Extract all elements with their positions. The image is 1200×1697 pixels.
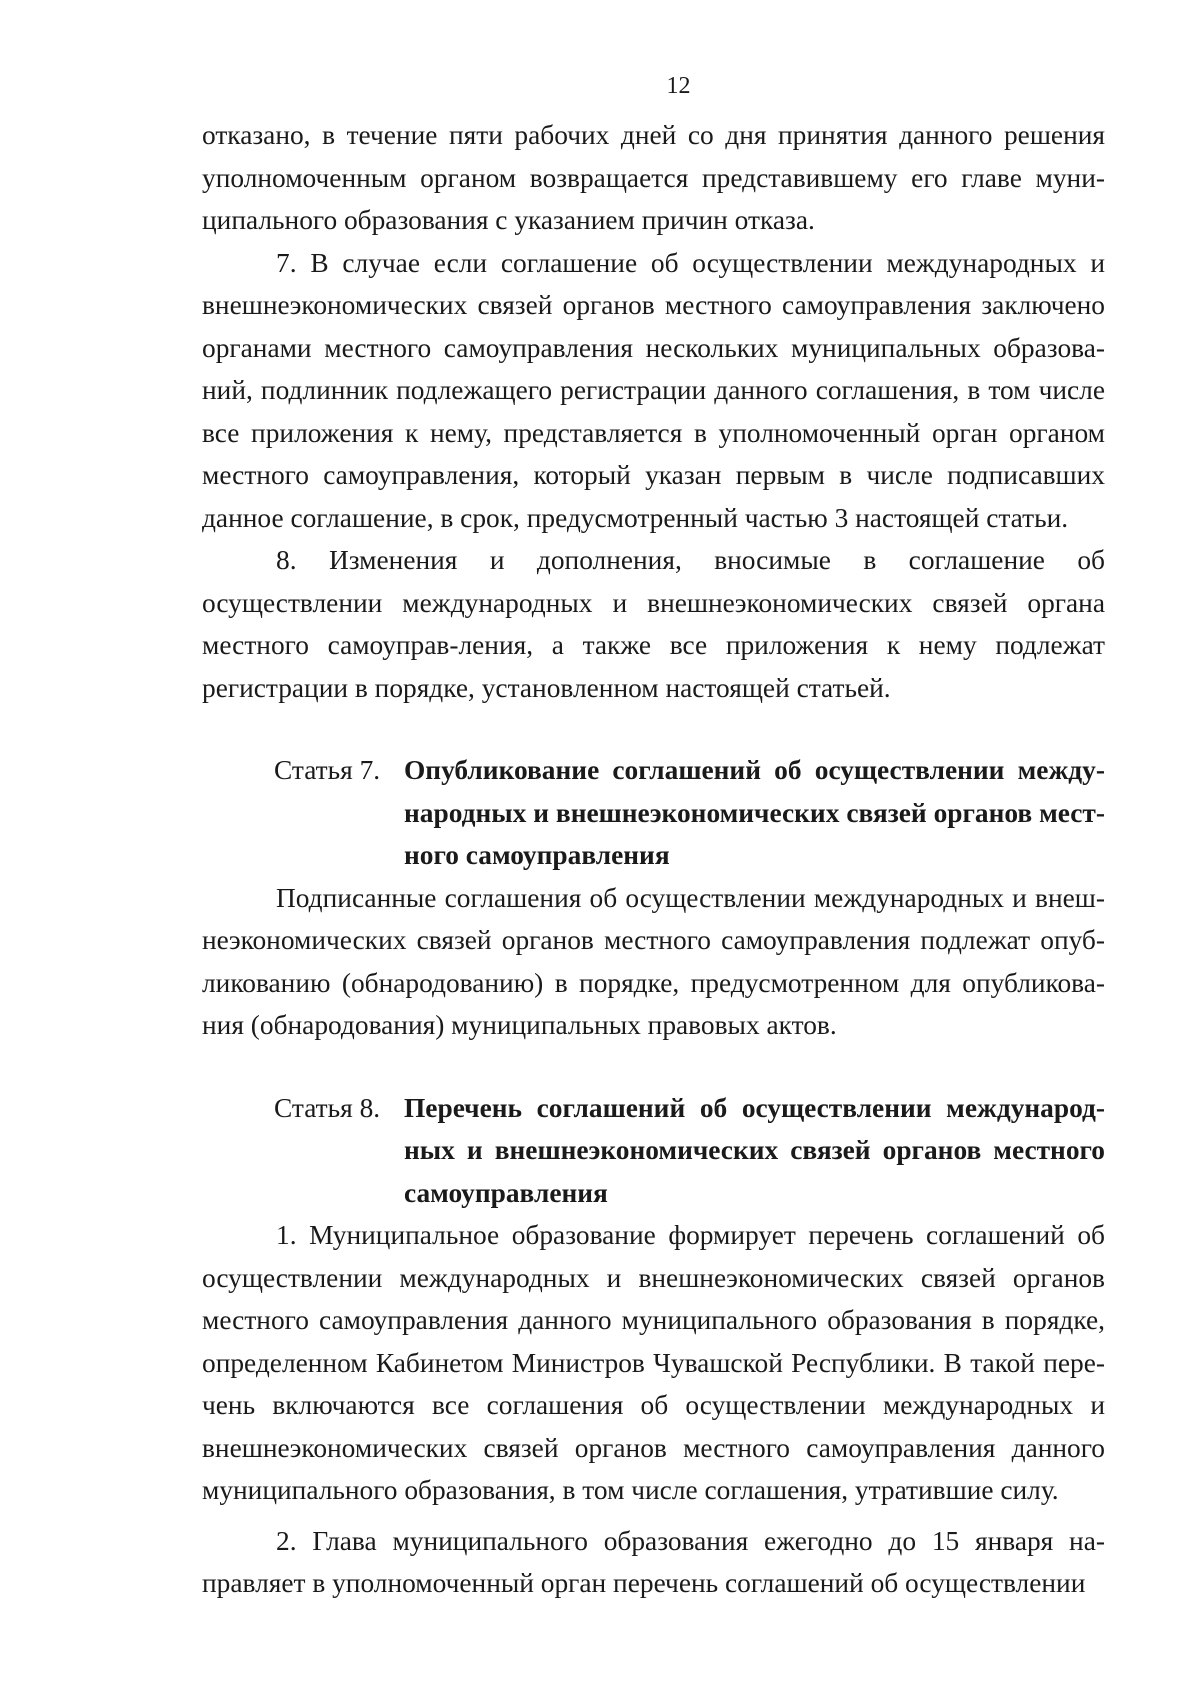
article-7-title: Опубликование соглашений об осуществлении между-народных и внешнеэкономических связей органов мест-ного самоуправления: [404, 755, 1105, 870]
paragraph-item-7: 7. В случае если соглашение об осуществлении международных и внешнеэкономических связей органов местного самоуправления заключено органами местного самоуправления нескольких муниципальных образова-ний, подлинник подлежащего регистрации данного соглашения, в том числе все приложения к нему, представляется в уполномоченный орган органом местного самоуправления, который указан первым в числе подписавших данное соглашение, в срок, предусмотренный частью 3 настоящей статьи.: [202, 247, 1105, 533]
paragraph-continuation: отказано, в течение пяти рабочих дней со дня принятия данного решения уполномоченным органом возвращается представившему его главе муни-ципального образования с указанием причин отказа.: [202, 120, 1105, 235]
article-8-label: Статья 8.: [274, 1092, 381, 1123]
article-7-label: Статья 7.: [274, 755, 381, 785]
page-number: 12: [666, 73, 691, 99]
article-8-paragraph-1: 1. Муниципальное образование формирует перечень соглашений об осуществлении международных и внешнеэкономических связей органов местного самоуправления данного муниципального образования в порядке, определенном Кабинетом Министров Чувашской Республики. В такой пере-чень включаются все соглашения об осуществлении международных и внешнеэкономических связей органов местного самоуправления данного муниципального образования, в том числе соглашения, утратившие силу.: [202, 1220, 1105, 1505]
article-8-paragraph-2: 2. Глава муниципального образования ежегодно до 15 января на-правляет в уполномоченный орган перечень соглашений об осуществлении: [202, 1525, 1105, 1598]
paragraph-item-8: 8. Изменения и дополнения, вносимые в соглашение об осуществлении международных и внешнеэкономических связей органа местного самоуправ-ления, а также все приложения к нему подлежат регистрации в порядке, установленном настоящей статьей.: [202, 545, 1105, 703]
article-7-heading: [202, 749, 1105, 877]
article-7-text: Подписанные соглашения об осуществлении международных и внеш-неэкономических связей органов местного самоуправления подлежат опуб-ликованию (обнародованию) в порядке, предусмотренном для опубликова-ния (обнародования) муниципальных правовых актов.: [202, 882, 1105, 1040]
article-8-heading: [202, 1087, 1105, 1215]
article-8-title: Перечень соглашений об осуществлении международ-ных и внешнеэкономических связей органов местного самоуправления: [404, 1092, 1105, 1208]
